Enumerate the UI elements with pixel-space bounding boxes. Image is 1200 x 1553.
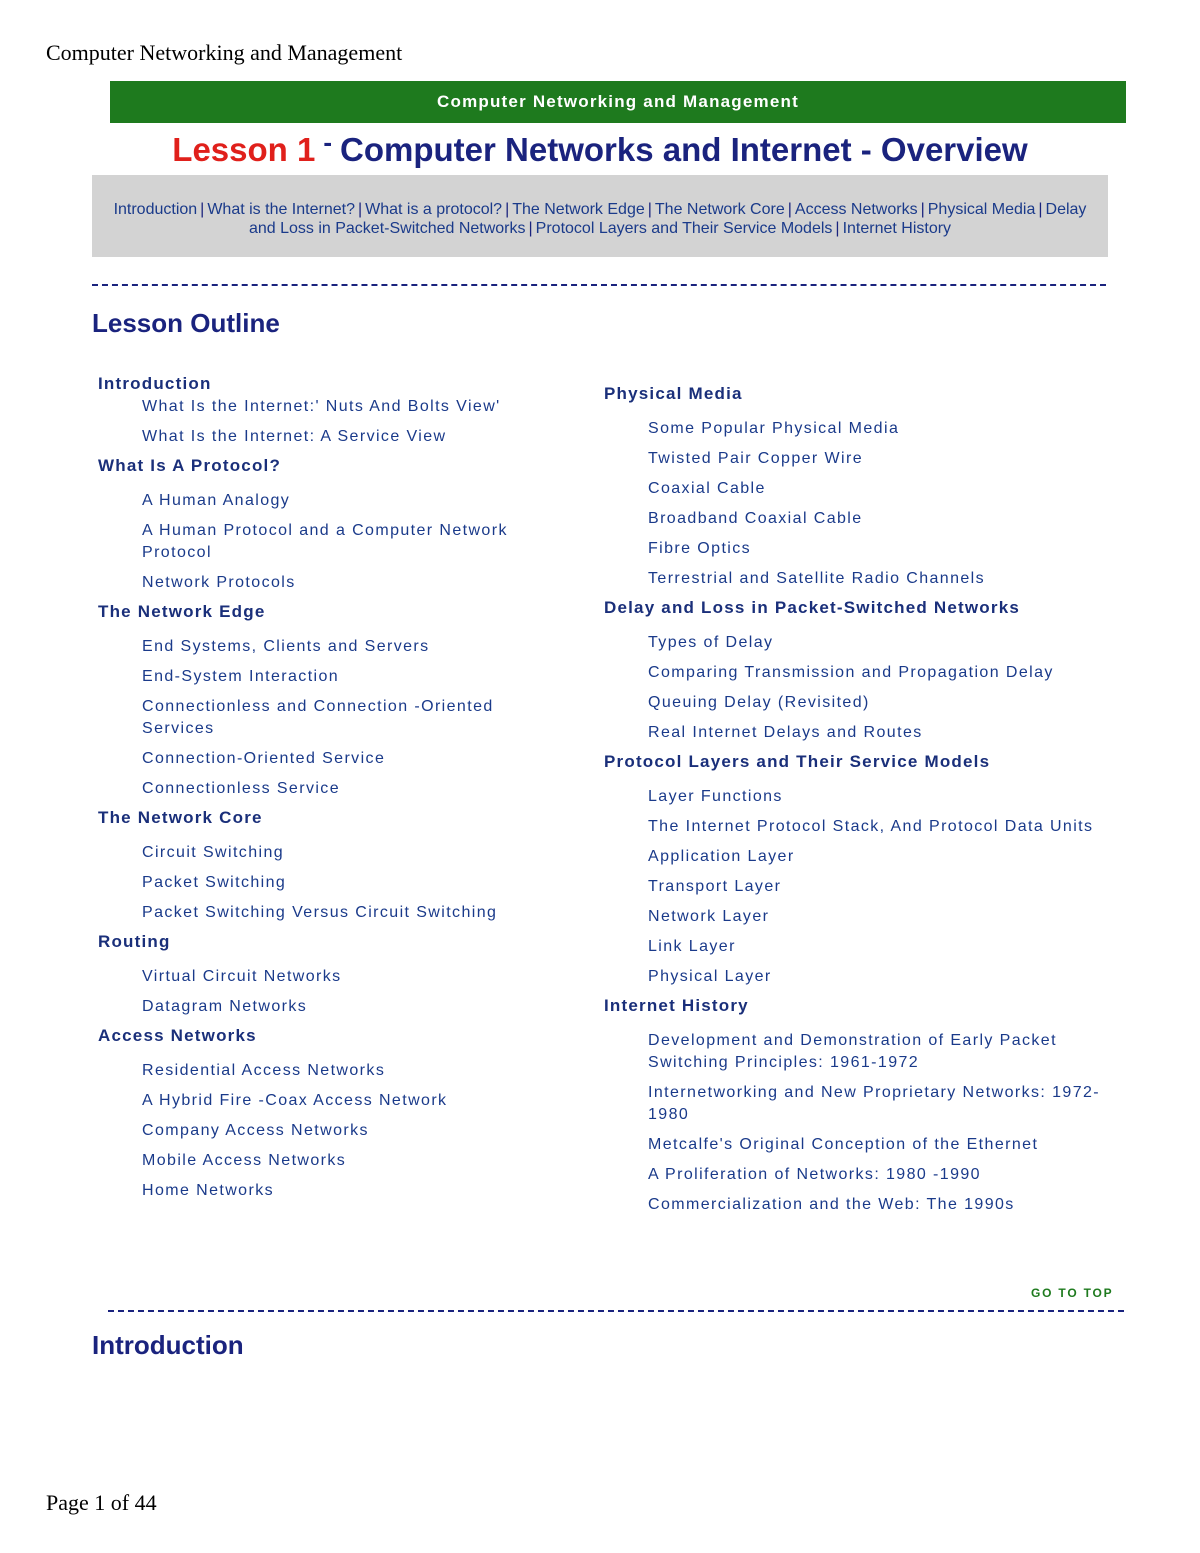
nav-separator: | bbox=[647, 201, 652, 218]
outline-item[interactable]: Layer Functions bbox=[648, 788, 783, 805]
outline-item[interactable]: A Human Analogy bbox=[142, 492, 291, 509]
nav-link-what-is-protocol[interactable]: What is a protocol? bbox=[365, 201, 503, 218]
outline-category-routing[interactable]: Routing bbox=[98, 932, 171, 951]
outline-item[interactable]: Fibre Optics bbox=[648, 540, 752, 557]
outline-item[interactable]: Residential Access Networks bbox=[142, 1062, 386, 1079]
go-to-top-link[interactable]: GO TO TOP bbox=[1031, 1286, 1114, 1300]
nav-link-internet-history[interactable]: Internet History bbox=[842, 220, 952, 237]
outline-item[interactable]: A Human Protocol and a Computer Network Protocol bbox=[142, 522, 508, 561]
outline-item[interactable]: Home Networks bbox=[142, 1182, 275, 1199]
page-footer: Page 1 of 44 bbox=[46, 1490, 157, 1515]
nav-link-what-is-internet[interactable]: What is the Internet? bbox=[207, 201, 355, 218]
site-banner: Computer Networking and Management bbox=[110, 81, 1126, 123]
outline-item[interactable]: Network Layer bbox=[648, 908, 770, 925]
outline-category-the-network-core[interactable]: The Network Core bbox=[98, 808, 263, 827]
outline-item[interactable]: Application Layer bbox=[648, 848, 795, 865]
nav-separator: | bbox=[200, 201, 205, 218]
outline-item[interactable]: Metcalfe's Original Conception of the Ethernet bbox=[648, 1136, 1039, 1153]
outline-item[interactable]: Connectionless Service bbox=[142, 780, 340, 797]
lesson-title-text: Computer Networks and Internet - Overview bbox=[340, 131, 1028, 168]
outline-heading: Lesson Outline bbox=[92, 308, 280, 338]
outline-item[interactable]: Link Layer bbox=[648, 938, 736, 955]
outline-item[interactable]: End Systems, Clients and Servers bbox=[142, 638, 430, 655]
outline-category-what-is-a-protocol[interactable]: What Is A Protocol? bbox=[98, 456, 282, 475]
outline-item[interactable]: Internetworking and New Proprietary Networks: 1972-1980 bbox=[648, 1084, 1101, 1123]
outline-item[interactable]: Network Protocols bbox=[142, 574, 296, 591]
nav-separator: | bbox=[528, 220, 533, 237]
divider-bottom bbox=[108, 1310, 1124, 1312]
outline-item[interactable]: End-System Interaction bbox=[142, 668, 340, 685]
outline-item[interactable]: Packet Switching bbox=[142, 874, 287, 891]
outline-item[interactable]: Physical Layer bbox=[648, 968, 772, 985]
outline-category-access-networks[interactable]: Access Networks bbox=[98, 1026, 257, 1045]
outline-item[interactable]: Twisted Pair Copper Wire bbox=[648, 450, 863, 467]
outline-item[interactable]: Development and Demonstration of Early Packet Switching Principles: 1961-1972 bbox=[648, 1032, 1057, 1071]
outline-item[interactable]: Datagram Networks bbox=[142, 998, 308, 1015]
outline-item[interactable]: Packet Switching Versus Circuit Switching bbox=[142, 904, 498, 921]
outline-item[interactable]: Some Popular Physical Media bbox=[648, 420, 900, 437]
lesson-dash: - bbox=[323, 127, 333, 157]
nav-separator: | bbox=[787, 201, 792, 218]
outline-item[interactable]: Connectionless and Connection -Oriented Services bbox=[142, 698, 494, 737]
lesson-title bbox=[0, 127, 1200, 169]
outline-right-column bbox=[604, 384, 1104, 1224]
outline-item[interactable]: The Internet Protocol Stack, And Protocol Data Units bbox=[648, 818, 1094, 835]
outline-category-physical-media[interactable]: Physical Media bbox=[604, 384, 743, 403]
divider-top bbox=[92, 284, 1106, 286]
outline-category-the-network-edge[interactable]: The Network Edge bbox=[98, 602, 266, 621]
outline-item[interactable]: Broadband Coaxial Cable bbox=[648, 510, 863, 527]
outline-left-column bbox=[98, 374, 558, 1210]
introduction-heading: Introduction bbox=[92, 1330, 244, 1360]
nav-separator: | bbox=[357, 201, 363, 218]
outline-item[interactable]: Transport Layer bbox=[648, 878, 782, 895]
outline-category-introduction[interactable]: Introduction bbox=[98, 374, 212, 393]
outline-item[interactable]: Coaxial Cable bbox=[648, 480, 766, 497]
outline-item[interactable]: Virtual Circuit Networks bbox=[142, 968, 342, 985]
outline-item[interactable]: Company Access Networks bbox=[142, 1122, 369, 1139]
outline-item[interactable]: Terrestrial and Satellite Radio Channels bbox=[648, 570, 986, 587]
outline-category-protocol-layers-and-their-service-models[interactable]: Protocol Layers and Their Service Models bbox=[604, 752, 991, 771]
nav-separator: | bbox=[920, 201, 925, 218]
nav-link-access-networks[interactable]: Access Networks bbox=[794, 201, 918, 218]
nav-link-delay-loss[interactable]: Delay and Loss in Packet-Switched Networks bbox=[248, 201, 1087, 237]
nav-link-introduction[interactable]: Introduction bbox=[113, 201, 198, 218]
nav-link-protocol-layers[interactable]: Protocol Layers and Their Service Models bbox=[535, 220, 833, 237]
nav-link-network-core[interactable]: The Network Core bbox=[654, 201, 785, 218]
nav-separator: | bbox=[505, 201, 510, 218]
topic-nav bbox=[92, 175, 1108, 257]
page-header: Computer Networking and Management bbox=[46, 40, 403, 65]
nav-link-physical-media[interactable]: Physical Media bbox=[927, 201, 1036, 218]
outline-item[interactable]: Types of Delay bbox=[648, 634, 774, 651]
outline-item[interactable]: Mobile Access Networks bbox=[142, 1152, 347, 1169]
lesson-number: Lesson 1 bbox=[172, 131, 316, 168]
outline-item[interactable]: What Is the Internet: A Service View bbox=[142, 428, 447, 445]
nav-separator: | bbox=[835, 220, 840, 237]
outline-item[interactable]: Comparing Transmission and Propagation Delay bbox=[648, 664, 1054, 681]
outline-item[interactable]: A Hybrid Fire -Coax Access Network bbox=[142, 1092, 448, 1109]
outline-item[interactable]: Circuit Switching bbox=[142, 844, 285, 861]
outline-item[interactable]: What Is the Internet:' Nuts And Bolts View' bbox=[142, 398, 501, 415]
outline-item[interactable]: Connection-Oriented Service bbox=[142, 750, 386, 767]
nav-separator: | bbox=[1038, 201, 1043, 218]
outline-item[interactable]: Real Internet Delays and Routes bbox=[648, 724, 923, 741]
outline-item[interactable]: Queuing Delay (Revisited) bbox=[648, 694, 870, 711]
outline-category-internet-history[interactable]: Internet History bbox=[604, 996, 749, 1015]
outline-item[interactable]: A Proliferation of Networks: 1980 -1990 bbox=[648, 1166, 981, 1183]
outline-category-delay-and-loss-in-packet-switched-networks[interactable]: Delay and Loss in Packet-Switched Networks bbox=[604, 598, 1021, 617]
nav-link-network-edge[interactable]: The Network Edge bbox=[512, 201, 645, 218]
outline-item[interactable]: Commercialization and the Web: The 1990s bbox=[648, 1196, 1015, 1213]
